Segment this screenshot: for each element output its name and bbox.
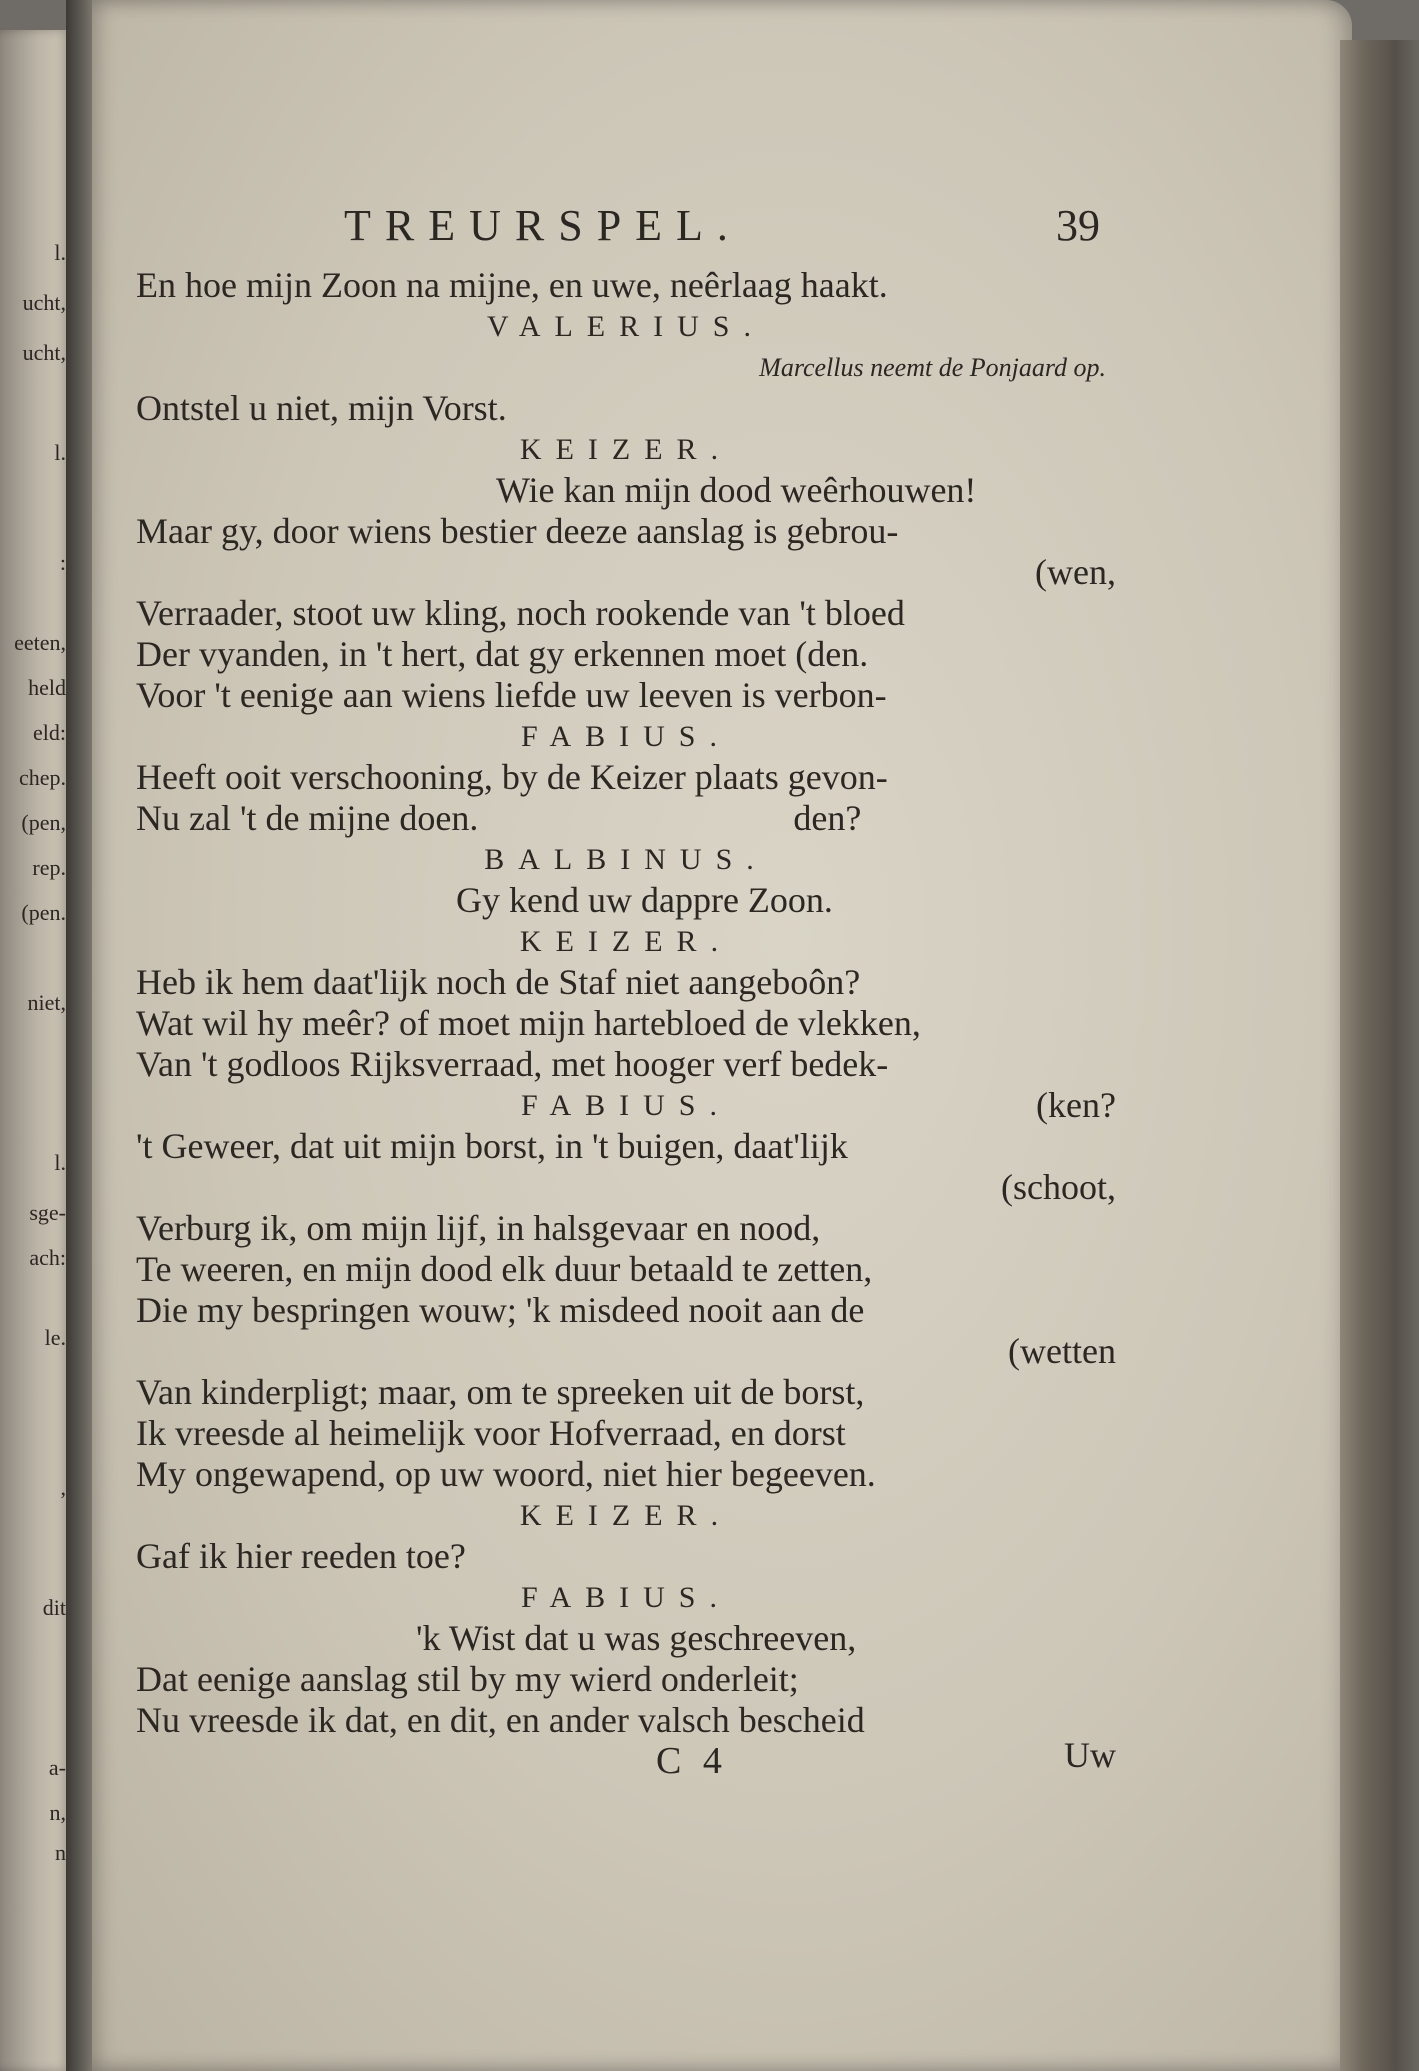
verse-line: Voor 't eenige aan wiens liefde uw leeven is verbon- — [136, 675, 887, 715]
speaker-name — [136, 716, 1116, 757]
left-page-fragment: : — [59, 550, 66, 575]
catchword: Uw — [1064, 1735, 1116, 1775]
verse-line: Wie kan mijn dood weêrhouwen! — [496, 470, 977, 510]
left-page-fragment: held — [28, 675, 66, 700]
speaker-name — [136, 1577, 1116, 1618]
verse-line: Wat wil hy meêr? of moet mijn hartebloed de vlekken, — [136, 1003, 921, 1043]
left-page-fragment: dit — [42, 1595, 66, 1620]
left-page-fragment: le. — [44, 1325, 66, 1350]
verse-line: 't Geweer, dat uit mijn borst, in 't buigen, daat'lijk — [136, 1126, 848, 1166]
line-turnover: (wen, — [1035, 552, 1116, 592]
verse-line: My ongewapend, op uw woord, niet hier begeeven. — [136, 1454, 876, 1494]
verse-line: Verraader, stoot uw kling, noch rookende van 't bloed — [136, 593, 905, 633]
left-page-fragment: (pen, — [21, 810, 66, 835]
verse-line: Van kinderpligt; maar, om te spreeken uit de borst, — [136, 1372, 865, 1412]
page-text-block — [136, 201, 1116, 1791]
speaker-label: VALERIUS. — [487, 310, 765, 343]
speaker-label: KEIZER. — [519, 433, 733, 466]
left-page-fragment: , — [60, 1475, 66, 1500]
verse-line: Der vyanden, in 't hert, dat gy erkennen moet (den. — [136, 634, 869, 674]
page-edge-stack — [1340, 40, 1419, 2071]
left-page-fragment: (pen. — [21, 900, 66, 925]
left-page-edge — [0, 30, 70, 2071]
verse-line: Die my bespringen wouw; 'k misdeed nooit aan de — [136, 1290, 865, 1330]
left-page-fragment: ucht, — [22, 290, 66, 315]
speaker-label: KEIZER. — [519, 925, 733, 958]
stage-direction: Marcellus neemt de Ponjaard op. — [759, 353, 1106, 382]
left-page-fragment: l. — [54, 1150, 66, 1175]
play-text — [136, 265, 1116, 1741]
speaker-name — [136, 429, 1116, 470]
left-page-fragment: a- — [48, 1755, 66, 1780]
running-title: TREURSPEL. — [344, 201, 742, 250]
speaker-label: FABIUS. — [521, 1581, 731, 1614]
verse-line: Gy kend uw dappre Zoon. — [456, 880, 833, 920]
signature-mark: C 4 — [656, 1740, 728, 1782]
speaker-name — [136, 1085, 1116, 1126]
verse-line: En hoe mijn Zoon na mijne, en uwe, neêrlaag haakt. — [136, 265, 888, 305]
left-page-fragment: sge- — [29, 1200, 66, 1225]
speaker-label: FABIUS. — [521, 1089, 731, 1122]
line-turnover: (schoot, — [1001, 1167, 1116, 1207]
speaker-name — [136, 839, 1116, 880]
left-page-fragment: ach: — [29, 1245, 66, 1270]
left-page-fragment: ucht, — [22, 340, 66, 365]
left-page-fragment: rep. — [32, 855, 66, 880]
verse-line: Nu vreesde ik dat, en dit, en ander valsch bescheid — [136, 1700, 865, 1740]
line-turnover: (ken? — [1036, 1085, 1116, 1125]
left-page-fragment: chep. — [18, 765, 66, 790]
speaker-name — [136, 921, 1116, 962]
page-footer — [136, 1735, 1116, 1791]
verse-line: Verburg ik, om mijn lijf, in halsgevaar en nood, — [136, 1208, 821, 1248]
left-page-fragment: n — [55, 1840, 66, 1865]
verse-line: Nu zal 't de mijne doen. den? — [136, 798, 862, 838]
speaker-label: KEIZER. — [519, 1499, 733, 1532]
left-page-fragment: eeten, — [14, 630, 66, 655]
verse-line: 'k Wist dat u was geschreeven, — [416, 1618, 857, 1658]
speaker-label: BALBINUS. — [484, 843, 768, 876]
verse-line: Ik vreesde al heimelijk voor Hofverraad, en dorst — [136, 1413, 846, 1453]
left-page-fragment: n, — [49, 1800, 66, 1825]
left-page-fragment: eld: — [33, 720, 66, 745]
left-page-fragment: niet, — [27, 990, 66, 1015]
verse-line: Ontstel u niet, mijn Vorst. — [136, 388, 507, 428]
verse-line: Heeft ooit verschooning, by de Keizer plaats gevon- — [136, 757, 888, 797]
speaker-label: FABIUS. — [521, 720, 731, 753]
speaker-name — [136, 306, 1116, 347]
left-page-fragment: l. — [54, 240, 66, 265]
verse-line: Dat eenige aanslag stil by my wierd onderleit; — [136, 1659, 799, 1699]
page-number: 39 — [1056, 201, 1100, 250]
left-page-fragment: l. — [54, 440, 66, 465]
speaker-name — [136, 1495, 1116, 1536]
line-turnover: (wetten — [1008, 1331, 1116, 1371]
verse-line: Maar gy, door wiens bestier deeze aanslag is gebrou- — [136, 511, 899, 551]
verse-line: Heb ik hem daat'lijk noch de Staf niet aangeboôn? — [136, 962, 861, 1002]
verse-line: Van 't godloos Rijksverraad, met hooger verf bedek- — [136, 1044, 889, 1084]
verse-line: Gaf ik hier reeden toe? — [136, 1536, 466, 1576]
verse-line: Te weeren, en mijn dood elk duur betaald te zetten, — [136, 1249, 873, 1289]
page-header — [136, 201, 1116, 261]
